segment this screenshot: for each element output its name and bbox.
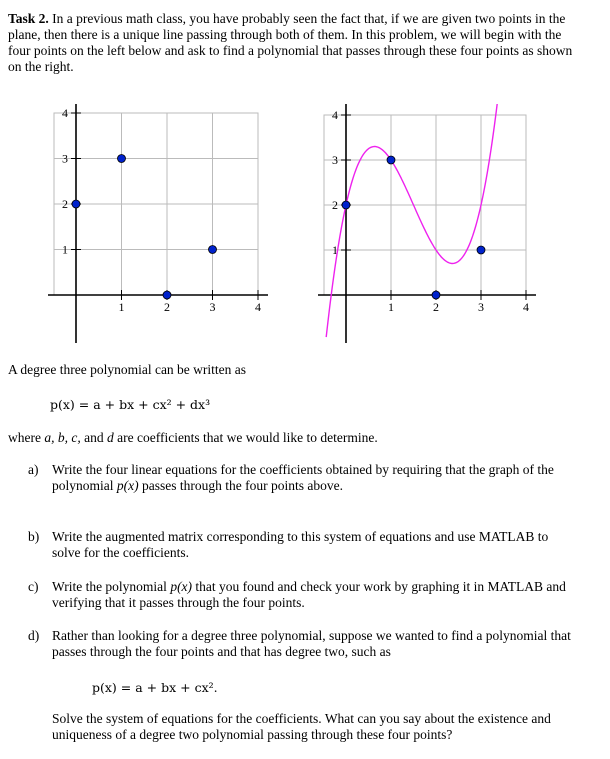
task-intro-text: In a previous math class, you have probably seen the fact that, if we are given two points in the plane, then there is a unique line passing through both of them. In this problem, we will begin with the four points on the left below and ask to find a polynomial that passes through these four points as shown on the right. [8, 11, 573, 74]
y-tick-label: 4 [62, 106, 68, 120]
item-a-px: p(x) [116, 478, 139, 493]
item-d-text2: Solve the system of equations for the coefficients. What can you say about the existence and uniqueness of a degree two polynomial passing through these four points? [52, 711, 551, 742]
data-point [342, 201, 350, 209]
item-c-pre: Write the polynomial [52, 579, 171, 594]
y-tick-label: 1 [332, 243, 338, 257]
data-point [477, 246, 485, 254]
y-tick-label: 1 [62, 242, 68, 257]
y-tick-label: 2 [332, 198, 338, 212]
polynomial-curve [326, 104, 498, 337]
quadratic-equation: p(x) = a + bx + cx². [92, 680, 218, 695]
coeffs-d: d [106, 430, 114, 445]
item-a-label: a) [28, 462, 39, 477]
cubic-equation: p(x) = a + bx + cx² + dx³ [50, 397, 211, 412]
left-plot [30, 104, 270, 344]
item-d [28, 628, 573, 660]
x-tick-label: 3 [478, 300, 484, 314]
degree-three-intro: A degree three polynomial can be written as [8, 362, 247, 377]
y-tick-label: 2 [62, 197, 68, 211]
item-d-text: Rather than looking for a degree three polynomial, suppose we wanted to find a polynomial that passes through the four points and that has degree two, such as [52, 628, 571, 659]
x-tick-label: 3 [209, 300, 216, 314]
item-a [28, 462, 573, 494]
x-tick-label: 4 [255, 300, 261, 314]
item-c-label: c) [28, 579, 39, 594]
item-c [28, 579, 573, 611]
x-tick-label: 1 [118, 300, 125, 314]
data-point [387, 156, 395, 164]
coefficients-sentence [8, 430, 578, 446]
data-point [163, 291, 171, 299]
data-point [118, 155, 126, 163]
item-c-px: p(x) [170, 579, 193, 594]
coeffs-post: are coefficients that we would like to determine. [113, 430, 378, 445]
data-point [209, 246, 217, 254]
y-tick-label: 3 [62, 151, 68, 166]
task-intro [8, 11, 578, 75]
item-a-post: passes through the four points above. [138, 478, 343, 493]
coeffs-and: and [80, 430, 107, 445]
item-d-label: d) [28, 628, 40, 643]
y-tick-label: 4 [332, 108, 338, 122]
item-c-post: that you found and check your work by graphing it in MATLAB and verifying that it passes through the four points. [52, 579, 566, 610]
task-label: Task 2. [8, 11, 49, 26]
data-point [72, 200, 80, 208]
x-tick-label: 1 [388, 300, 394, 314]
right-plot [297, 104, 542, 344]
x-tick-label: 4 [523, 300, 529, 314]
y-tick-label: 3 [332, 153, 338, 167]
item-b-text: Write the augmented matrix corresponding to this system of equations and use MATLAB to solve for the coefficients. [52, 529, 549, 560]
item-a-pre: Write the four linear equations for the coefficients obtained by requiring that the graph of the polynomial [52, 462, 554, 493]
coeffs-vars: a, b, c, [44, 430, 81, 445]
data-point [432, 291, 440, 299]
coeffs-pre: where [8, 430, 45, 445]
item-b [28, 529, 573, 561]
item-d-followup [28, 711, 573, 743]
item-b-label: b) [28, 529, 40, 544]
x-tick-label: 2 [164, 300, 170, 314]
x-tick-label: 2 [433, 300, 439, 314]
